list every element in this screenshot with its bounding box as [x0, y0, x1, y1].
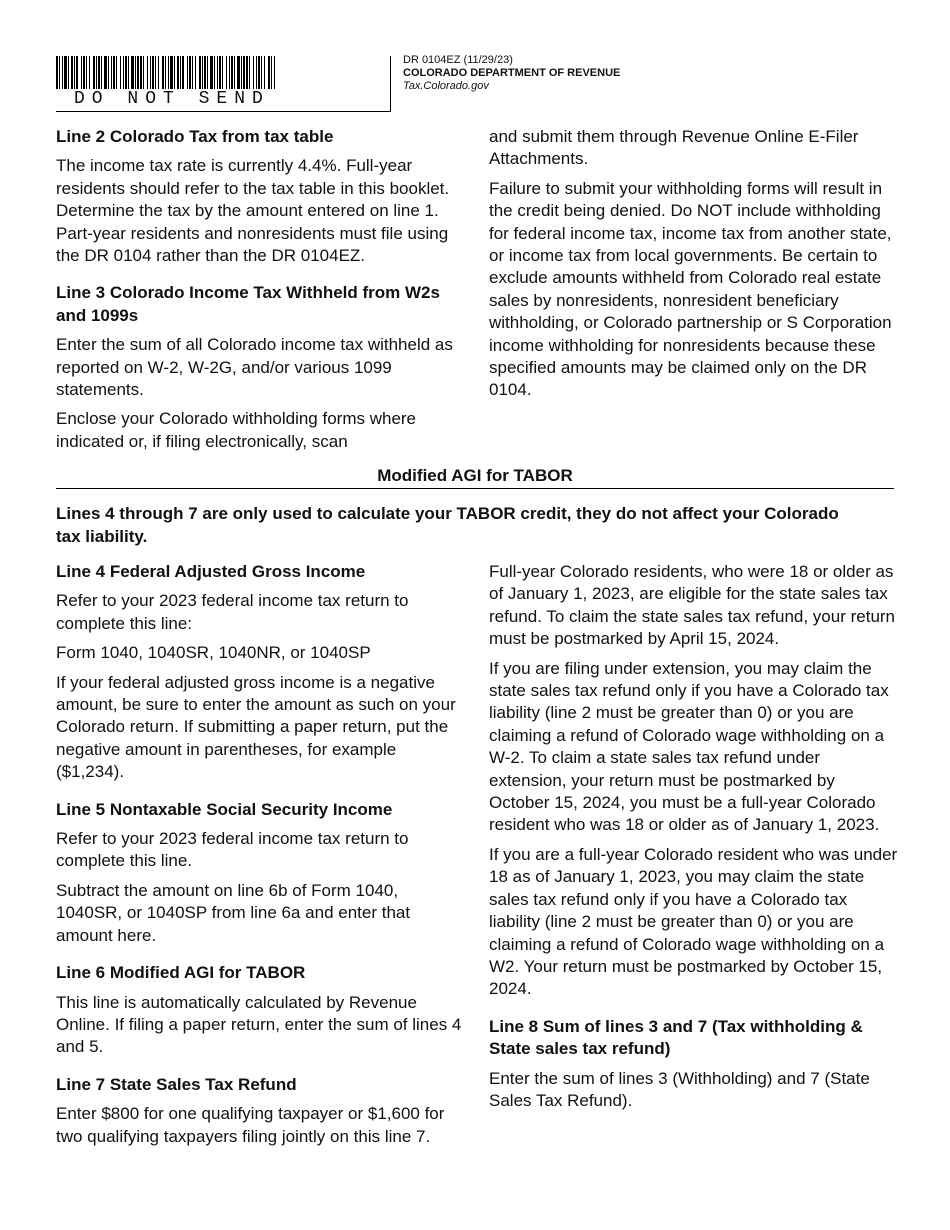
- do-not-send-label: DO NOT SEND: [74, 89, 270, 109]
- line-5-text: Refer to your 2023 federal income tax return to complete this line.: [56, 829, 409, 871]
- line-2-text: The income tax rate is currently 4.4%. Full-year residents should refer to the tax table in this booklet. Determine the tax by the amount entered on line 1. Part-year residents and nonresidents must file using the DR 0104 rather than the DR 0104EZ.: [56, 156, 450, 266]
- line-8-section: [489, 1016, 899, 1113]
- line-4-heading: Line 4 Federal Adjusted Gross Income: [56, 562, 366, 581]
- line-7-heading: Line 7 State Sales Tax Refund: [56, 1074, 297, 1094]
- line-2-section: [56, 126, 466, 267]
- line-5-text: Subtract the amount on line 6b of Form 1040, 1040SR, or 1040SP from line 6a and enter that amount here.: [56, 880, 411, 945]
- bottom-left-column: [56, 561, 466, 1163]
- barcode-icon: [56, 56, 276, 89]
- agency-website: Tax.Colorado.gov: [403, 80, 489, 92]
- line-5-section: [56, 799, 466, 947]
- line-4-text: Refer to your 2023 federal income tax return to complete this line:: [56, 591, 409, 633]
- line-3-continued-text: and submit them through Revenue Online E-Filer Attachments.: [489, 127, 859, 169]
- barcode-box: [56, 56, 391, 112]
- form-header: [403, 54, 620, 93]
- section-intro: Lines 4 through 7 are only used to calculate your TABOR credit, they do not affect your Colorado tax liability.: [56, 504, 839, 546]
- line-6-section: [56, 962, 466, 1059]
- top-left-column: [56, 126, 466, 468]
- line-8-text: Enter the sum of lines 3 (Withholding) and 7 (State Sales Tax Refund).: [489, 1068, 870, 1110]
- line-8-heading: Line 8 Sum of lines 3 and 7 (Tax withholding & State sales tax refund): [489, 1016, 863, 1059]
- line-3-heading: Line 3 Colorado Income Tax Withheld from W2s and 1099s: [56, 283, 440, 325]
- top-right-column: [489, 126, 899, 409]
- line-7-text: Enter $800 for one qualifying taxpayer or $1,600 for two qualifying taxpayers filing jointly on this line 7.: [56, 1104, 445, 1146]
- line-3-section: [56, 282, 466, 453]
- form-id: DR 0104EZ (11/29/23): [403, 54, 513, 66]
- line-4-text: If your federal adjusted gross income is a negative amount, be sure to enter the amount as such on your Colorado return. If submitting a paper return, put the negative amount in parentheses, for example ($1,234).: [56, 672, 456, 782]
- line-4-section: [56, 561, 466, 784]
- line-7-continued-text: Full-year Colorado residents, who were 18 or older as of January 1, 2023, are eligible for the state sales tax refund. To claim the state sales tax refund, your return must be postmarked by April 15, 2024.: [489, 562, 896, 649]
- line-7-continued-text: If you are filing under extension, you may claim the state sales tax refund only if you have a Colorado tax liability (line 2 must be greater than 0) or you are claiming a refund of Colorado wage withholding on a W-2. To claim a state sales tax refund under extension, your return must be postmarked by October 15, 2024, you must be a full-year Colorado resident who was 18 or older as of January 1, 2023.: [489, 658, 889, 835]
- line-7-continued-section: [489, 561, 899, 1001]
- line-6-heading: Line 6 Modified AGI for TABOR: [56, 963, 306, 983]
- line-2-heading: Line 2 Colorado Tax from tax table: [56, 127, 334, 146]
- line-5-heading: Line 5 Nontaxable Social Security Income: [56, 799, 393, 819]
- line-6-text: This line is automatically calculated by Revenue Online. If filing a paper return, enter the sum of lines 4 and 5.: [56, 992, 462, 1057]
- line-7-section: [56, 1074, 466, 1148]
- section-title: Modified AGI for TABOR: [56, 465, 894, 489]
- line-4-text: Form 1040, 1040SR, 1040NR, or 1040SP: [56, 643, 371, 663]
- line-7-continued-text: If you are a full-year Colorado resident who was under 18 as of January 1, 2023, you may claim the state sales tax refund only if you have a Colorado tax liability (line 2 must be greater than 0) or you are claiming a refund of Colorado wage withholding on a W2. Your return must be postmarked by October 15, 2024.: [489, 844, 898, 999]
- line-3-continued-text: Failure to submit your withholding forms will result in the credit being denied. Do NOT include withholding for federal income tax, income tax from another state, or income tax from local governments. Be certain to exclude amounts withheld from Colorado real estate sales by nonresidents, nonresident beneficiary withholding, or Colorado partnership or S Corporation income withholding for nonresidents because these specified amounts may be claimed only on the DR 0104.: [489, 178, 892, 400]
- line-3-text: Enclose your Colorado withholding forms where indicated or, if filing electronically, scan: [56, 409, 417, 451]
- bottom-right-column: [489, 561, 899, 1127]
- agency-name: COLORADO DEPARTMENT OF REVENUE: [403, 67, 621, 79]
- line-3-text: Enter the sum of all Colorado income tax withheld as reported on W-2, W-2G, and/or various 1099 statements.: [56, 335, 453, 400]
